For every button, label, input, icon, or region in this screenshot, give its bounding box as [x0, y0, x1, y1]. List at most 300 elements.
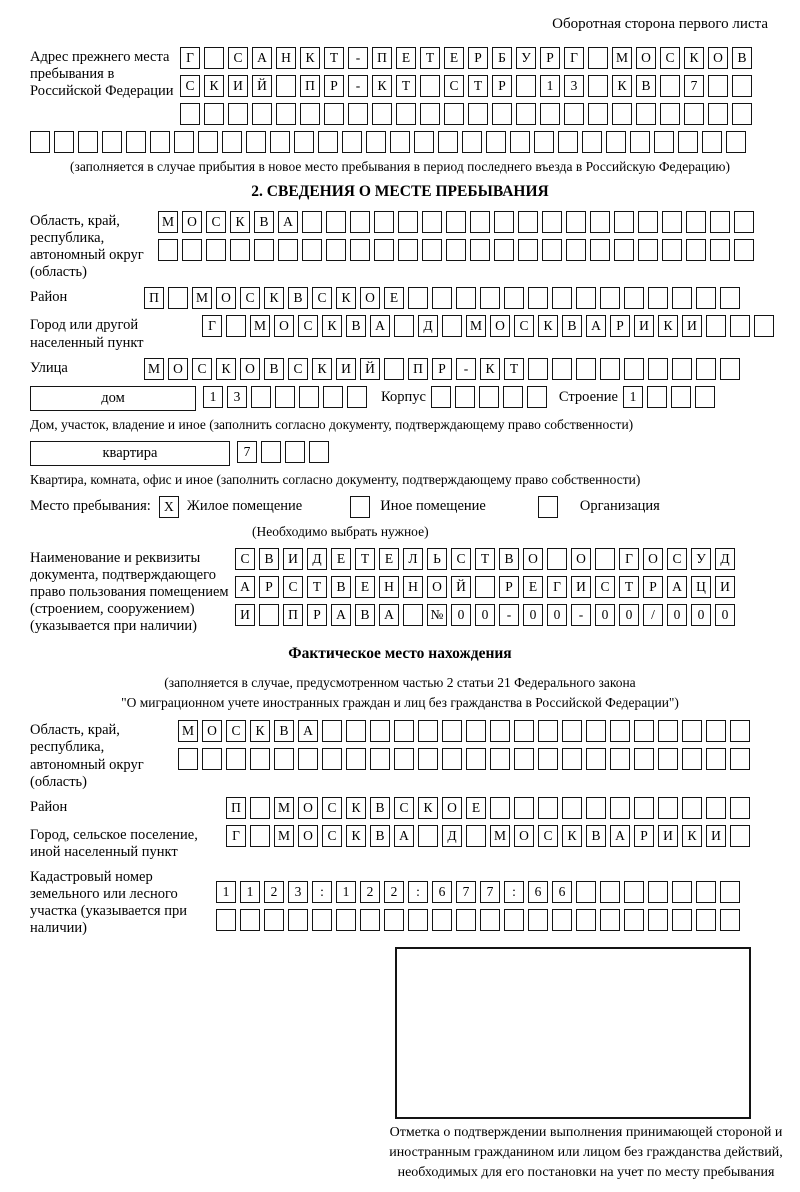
apartment-type-box[interactable]: квартира [30, 441, 230, 466]
char-cell[interactable] [542, 211, 562, 233]
char-cell[interactable] [610, 797, 630, 819]
char-cell[interactable] [634, 748, 654, 770]
char-cell[interactable]: О [298, 825, 318, 847]
char-cell[interactable] [216, 909, 236, 931]
char-cell[interactable] [475, 576, 495, 598]
char-cell[interactable]: 7 [237, 441, 257, 463]
char-cell[interactable]: М [490, 825, 510, 847]
char-cell[interactable]: В [586, 825, 606, 847]
char-cell[interactable] [634, 797, 654, 819]
char-cell[interactable]: В [636, 75, 656, 97]
char-cell[interactable]: К [300, 47, 320, 69]
char-cell[interactable] [558, 131, 578, 153]
char-cell[interactable] [638, 211, 658, 233]
char-cell[interactable] [624, 909, 644, 931]
char-cell[interactable] [298, 748, 318, 770]
char-cell[interactable]: - [456, 358, 476, 380]
char-cell[interactable] [270, 131, 290, 153]
char-cell[interactable] [720, 358, 740, 380]
char-cell[interactable] [466, 748, 486, 770]
char-cell[interactable] [300, 103, 320, 125]
char-cell[interactable]: О [708, 47, 728, 69]
char-cell[interactable] [250, 748, 270, 770]
char-cell[interactable]: С [667, 548, 687, 570]
char-cell[interactable] [398, 211, 418, 233]
char-cell[interactable]: М [158, 211, 178, 233]
char-cell[interactable]: К [230, 211, 250, 233]
char-cell[interactable] [490, 797, 510, 819]
char-cell[interactable]: О [571, 548, 591, 570]
char-cell[interactable]: С [538, 825, 558, 847]
char-cell[interactable] [442, 315, 462, 337]
char-cell[interactable] [420, 75, 440, 97]
char-cell[interactable] [684, 103, 704, 125]
char-cell[interactable] [350, 211, 370, 233]
char-cell[interactable] [230, 239, 250, 261]
char-cell[interactable] [323, 386, 343, 408]
char-cell[interactable]: Г [202, 315, 222, 337]
char-cell[interactable]: К [250, 720, 270, 742]
char-cell[interactable] [510, 131, 530, 153]
char-cell[interactable]: П [372, 47, 392, 69]
char-cell[interactable] [586, 720, 606, 742]
char-cell[interactable] [696, 287, 716, 309]
char-cell[interactable] [538, 748, 558, 770]
char-cell[interactable] [730, 720, 750, 742]
char-cell[interactable] [658, 748, 678, 770]
char-cell[interactable]: 1 [623, 386, 643, 408]
char-cell[interactable] [396, 103, 416, 125]
char-cell[interactable]: 0 [475, 604, 495, 626]
char-cell[interactable] [444, 103, 464, 125]
char-cell[interactable] [394, 748, 414, 770]
char-cell[interactable]: 0 [523, 604, 543, 626]
char-cell[interactable]: О [514, 825, 534, 847]
char-cell[interactable]: 0 [691, 604, 711, 626]
char-cell[interactable] [586, 797, 606, 819]
char-cell[interactable]: С [192, 358, 212, 380]
char-cell[interactable]: 1 [240, 881, 260, 903]
char-cell[interactable] [695, 386, 715, 408]
char-cell[interactable]: П [283, 604, 303, 626]
char-cell[interactable]: К [372, 75, 392, 97]
char-cell[interactable]: А [331, 604, 351, 626]
char-cell[interactable]: Г [226, 825, 246, 847]
char-cell[interactable] [468, 103, 488, 125]
char-cell[interactable]: / [643, 604, 663, 626]
char-cell[interactable]: Ь [427, 548, 447, 570]
char-cell[interactable] [240, 909, 260, 931]
char-cell[interactable]: С [235, 548, 255, 570]
char-cell[interactable] [696, 881, 716, 903]
char-cell[interactable] [710, 239, 730, 261]
char-cell[interactable]: 0 [451, 604, 471, 626]
char-cell[interactable] [647, 386, 667, 408]
char-cell[interactable]: И [336, 358, 356, 380]
char-cell[interactable] [734, 211, 754, 233]
char-cell[interactable]: 7 [480, 881, 500, 903]
char-cell[interactable]: М [612, 47, 632, 69]
char-cell[interactable]: К [336, 287, 356, 309]
char-cell[interactable]: 0 [619, 604, 639, 626]
char-cell[interactable] [696, 358, 716, 380]
char-cell[interactable]: Е [355, 576, 375, 598]
char-cell[interactable]: Й [252, 75, 272, 97]
char-cell[interactable] [276, 103, 296, 125]
char-cell[interactable]: К [612, 75, 632, 97]
char-cell[interactable] [350, 239, 370, 261]
char-cell[interactable] [518, 239, 538, 261]
char-cell[interactable] [648, 287, 668, 309]
char-cell[interactable]: К [684, 47, 704, 69]
char-cell[interactable] [702, 131, 722, 153]
char-cell[interactable] [696, 909, 716, 931]
char-cell[interactable] [276, 75, 296, 97]
char-cell[interactable] [322, 748, 342, 770]
char-cell[interactable]: А [252, 47, 272, 69]
char-cell[interactable] [634, 720, 654, 742]
char-cell[interactable] [342, 131, 362, 153]
char-cell[interactable]: К [346, 797, 366, 819]
char-cell[interactable] [610, 720, 630, 742]
char-cell[interactable]: К [322, 315, 342, 337]
char-cell[interactable]: Г [180, 47, 200, 69]
char-cell[interactable]: В [264, 358, 284, 380]
char-cell[interactable]: Р [307, 604, 327, 626]
char-cell[interactable] [480, 909, 500, 931]
char-cell[interactable]: О [240, 358, 260, 380]
char-cell[interactable]: Р [324, 75, 344, 97]
char-cell[interactable] [732, 75, 752, 97]
char-cell[interactable]: К [204, 75, 224, 97]
char-cell[interactable] [462, 131, 482, 153]
char-cell[interactable] [322, 720, 342, 742]
char-cell[interactable]: Б [492, 47, 512, 69]
char-cell[interactable] [347, 386, 367, 408]
char-cell[interactable]: Г [564, 47, 584, 69]
char-cell[interactable]: - [348, 75, 368, 97]
char-cell[interactable] [254, 239, 274, 261]
char-cell[interactable] [431, 386, 451, 408]
char-cell[interactable]: Е [396, 47, 416, 69]
char-cell[interactable]: С [322, 825, 342, 847]
char-cell[interactable] [504, 287, 524, 309]
char-cell[interactable] [552, 287, 572, 309]
char-cell[interactable] [326, 211, 346, 233]
char-cell[interactable]: В [259, 548, 279, 570]
char-cell[interactable]: П [226, 797, 246, 819]
char-cell[interactable]: 1 [336, 881, 356, 903]
char-cell[interactable] [360, 909, 380, 931]
char-cell[interactable]: А [394, 825, 414, 847]
char-cell[interactable]: Р [259, 576, 279, 598]
char-cell[interactable] [384, 358, 404, 380]
char-cell[interactable] [754, 315, 774, 337]
char-cell[interactable]: Т [324, 47, 344, 69]
char-cell[interactable]: В [355, 604, 375, 626]
char-cell[interactable] [466, 825, 486, 847]
char-cell[interactable]: О [442, 797, 462, 819]
char-cell[interactable]: М [192, 287, 212, 309]
char-cell[interactable]: И [235, 604, 255, 626]
char-cell[interactable] [264, 909, 284, 931]
char-cell[interactable]: Л [403, 548, 423, 570]
char-cell[interactable] [624, 881, 644, 903]
char-cell[interactable]: Т [420, 47, 440, 69]
char-cell[interactable] [466, 720, 486, 742]
char-cell[interactable]: К [480, 358, 500, 380]
char-cell[interactable] [672, 287, 692, 309]
char-cell[interactable]: К [216, 358, 236, 380]
char-cell[interactable] [514, 748, 534, 770]
char-cell[interactable] [251, 386, 271, 408]
char-cell[interactable] [638, 239, 658, 261]
char-cell[interactable]: К [312, 358, 332, 380]
char-cell[interactable] [606, 131, 626, 153]
char-cell[interactable]: О [182, 211, 202, 233]
char-cell[interactable] [660, 103, 680, 125]
char-cell[interactable] [654, 131, 674, 153]
char-cell[interactable] [600, 287, 620, 309]
char-cell[interactable] [479, 386, 499, 408]
char-cell[interactable]: Т [468, 75, 488, 97]
char-cell[interactable] [671, 386, 691, 408]
char-cell[interactable] [595, 548, 615, 570]
char-cell[interactable]: М [144, 358, 164, 380]
char-cell[interactable]: Е [384, 287, 404, 309]
house-type-box[interactable]: дом [30, 386, 196, 411]
char-cell[interactable]: П [300, 75, 320, 97]
char-cell[interactable] [566, 211, 586, 233]
char-cell[interactable]: 0 [715, 604, 735, 626]
char-cell[interactable] [309, 441, 329, 463]
char-cell[interactable] [178, 748, 198, 770]
char-cell[interactable] [174, 131, 194, 153]
char-cell[interactable]: К [418, 797, 438, 819]
char-cell[interactable]: С [595, 576, 615, 598]
char-cell[interactable] [408, 287, 428, 309]
char-cell[interactable] [538, 797, 558, 819]
char-cell[interactable] [576, 287, 596, 309]
char-cell[interactable] [504, 909, 524, 931]
char-cell[interactable]: Е [444, 47, 464, 69]
char-cell[interactable]: А [370, 315, 390, 337]
char-cell[interactable]: 1 [216, 881, 236, 903]
char-cell[interactable] [726, 131, 746, 153]
char-cell[interactable] [390, 131, 410, 153]
char-cell[interactable] [480, 287, 500, 309]
char-cell[interactable] [226, 748, 246, 770]
char-cell[interactable] [422, 211, 442, 233]
char-cell[interactable] [456, 287, 476, 309]
char-cell[interactable] [672, 909, 692, 931]
char-cell[interactable]: В [331, 576, 351, 598]
char-cell[interactable]: О [490, 315, 510, 337]
char-cell[interactable]: 6 [432, 881, 452, 903]
char-cell[interactable] [516, 103, 536, 125]
char-cell[interactable]: А [586, 315, 606, 337]
char-cell[interactable] [318, 131, 338, 153]
char-cell[interactable] [228, 103, 248, 125]
char-cell[interactable] [600, 909, 620, 931]
char-cell[interactable] [610, 748, 630, 770]
char-cell[interactable] [630, 131, 650, 153]
char-cell[interactable]: К [538, 315, 558, 337]
char-cell[interactable] [324, 103, 344, 125]
char-cell[interactable] [150, 131, 170, 153]
char-cell[interactable] [662, 211, 682, 233]
char-cell[interactable] [612, 103, 632, 125]
char-cell[interactable]: А [667, 576, 687, 598]
char-cell[interactable]: В [370, 825, 390, 847]
char-cell[interactable] [678, 131, 698, 153]
char-cell[interactable]: 1 [203, 386, 223, 408]
char-cell[interactable]: С [444, 75, 464, 97]
char-cell[interactable] [470, 239, 490, 261]
char-cell[interactable]: О [168, 358, 188, 380]
char-cell[interactable] [730, 315, 750, 337]
char-cell[interactable] [648, 909, 668, 931]
char-cell[interactable]: И [682, 315, 702, 337]
char-cell[interactable]: И [715, 576, 735, 598]
char-cell[interactable] [730, 748, 750, 770]
checkbox-residential[interactable]: X [159, 496, 179, 518]
char-cell[interactable] [336, 909, 356, 931]
char-cell[interactable] [614, 239, 634, 261]
char-cell[interactable]: С [451, 548, 471, 570]
char-cell[interactable] [708, 75, 728, 97]
char-cell[interactable] [470, 211, 490, 233]
char-cell[interactable]: Т [619, 576, 639, 598]
char-cell[interactable]: 2 [264, 881, 284, 903]
char-cell[interactable]: Д [715, 548, 735, 570]
char-cell[interactable]: Д [418, 315, 438, 337]
char-cell[interactable] [222, 131, 242, 153]
char-cell[interactable] [662, 239, 682, 261]
char-cell[interactable] [720, 909, 740, 931]
char-cell[interactable]: 2 [384, 881, 404, 903]
char-cell[interactable] [720, 287, 740, 309]
char-cell[interactable] [540, 103, 560, 125]
char-cell[interactable] [261, 441, 281, 463]
char-cell[interactable]: О [298, 797, 318, 819]
char-cell[interactable]: - [571, 604, 591, 626]
char-cell[interactable] [54, 131, 74, 153]
char-cell[interactable] [246, 131, 266, 153]
char-cell[interactable]: 6 [552, 881, 572, 903]
char-cell[interactable]: О [202, 720, 222, 742]
char-cell[interactable]: 3 [227, 386, 247, 408]
char-cell[interactable]: К [658, 315, 678, 337]
char-cell[interactable] [346, 748, 366, 770]
char-cell[interactable]: 0 [667, 604, 687, 626]
char-cell[interactable] [180, 103, 200, 125]
char-cell[interactable] [562, 720, 582, 742]
char-cell[interactable] [732, 103, 752, 125]
char-cell[interactable]: В [732, 47, 752, 69]
char-cell[interactable]: И [283, 548, 303, 570]
char-cell[interactable] [730, 797, 750, 819]
char-cell[interactable] [370, 748, 390, 770]
char-cell[interactable] [734, 239, 754, 261]
char-cell[interactable] [418, 720, 438, 742]
char-cell[interactable]: Й [451, 576, 471, 598]
char-cell[interactable] [78, 131, 98, 153]
char-cell[interactable] [588, 75, 608, 97]
char-cell[interactable]: 6 [528, 881, 548, 903]
char-cell[interactable] [686, 211, 706, 233]
char-cell[interactable] [494, 211, 514, 233]
char-cell[interactable] [708, 103, 728, 125]
char-cell[interactable] [252, 103, 272, 125]
char-cell[interactable] [432, 909, 452, 931]
char-cell[interactable]: О [216, 287, 236, 309]
char-cell[interactable] [614, 211, 634, 233]
char-cell[interactable]: : [504, 881, 524, 903]
char-cell[interactable] [542, 239, 562, 261]
char-cell[interactable]: В [499, 548, 519, 570]
char-cell[interactable]: К [682, 825, 702, 847]
char-cell[interactable]: М [178, 720, 198, 742]
char-cell[interactable]: : [408, 881, 428, 903]
char-cell[interactable]: И [571, 576, 591, 598]
char-cell[interactable]: В [288, 287, 308, 309]
char-cell[interactable] [648, 881, 668, 903]
char-cell[interactable] [492, 103, 512, 125]
char-cell[interactable]: О [360, 287, 380, 309]
char-cell[interactable]: С [514, 315, 534, 337]
char-cell[interactable]: С [228, 47, 248, 69]
char-cell[interactable] [202, 748, 222, 770]
char-cell[interactable]: Е [379, 548, 399, 570]
char-cell[interactable] [710, 211, 730, 233]
char-cell[interactable] [582, 131, 602, 153]
char-cell[interactable] [126, 131, 146, 153]
char-cell[interactable] [576, 909, 596, 931]
char-cell[interactable] [456, 909, 476, 931]
char-cell[interactable]: С [394, 797, 414, 819]
char-cell[interactable] [384, 909, 404, 931]
char-cell[interactable]: П [144, 287, 164, 309]
char-cell[interactable]: И [634, 315, 654, 337]
char-cell[interactable] [403, 604, 423, 626]
char-cell[interactable]: К [562, 825, 582, 847]
char-cell[interactable] [494, 239, 514, 261]
char-cell[interactable]: 7 [684, 75, 704, 97]
char-cell[interactable]: О [636, 47, 656, 69]
char-cell[interactable] [566, 239, 586, 261]
char-cell[interactable] [182, 239, 202, 261]
char-cell[interactable] [366, 131, 386, 153]
char-cell[interactable] [490, 748, 510, 770]
char-cell[interactable] [576, 881, 596, 903]
char-cell[interactable]: И [228, 75, 248, 97]
char-cell[interactable]: П [408, 358, 428, 380]
char-cell[interactable]: С [660, 47, 680, 69]
char-cell[interactable]: Р [634, 825, 654, 847]
char-cell[interactable]: О [523, 548, 543, 570]
char-cell[interactable]: Д [442, 825, 462, 847]
char-cell[interactable]: С [206, 211, 226, 233]
char-cell[interactable] [486, 131, 506, 153]
char-cell[interactable]: 3 [288, 881, 308, 903]
char-cell[interactable] [408, 909, 428, 931]
char-cell[interactable]: А [610, 825, 630, 847]
char-cell[interactable] [374, 211, 394, 233]
char-cell[interactable] [420, 103, 440, 125]
char-cell[interactable] [672, 881, 692, 903]
char-cell[interactable]: Т [475, 548, 495, 570]
